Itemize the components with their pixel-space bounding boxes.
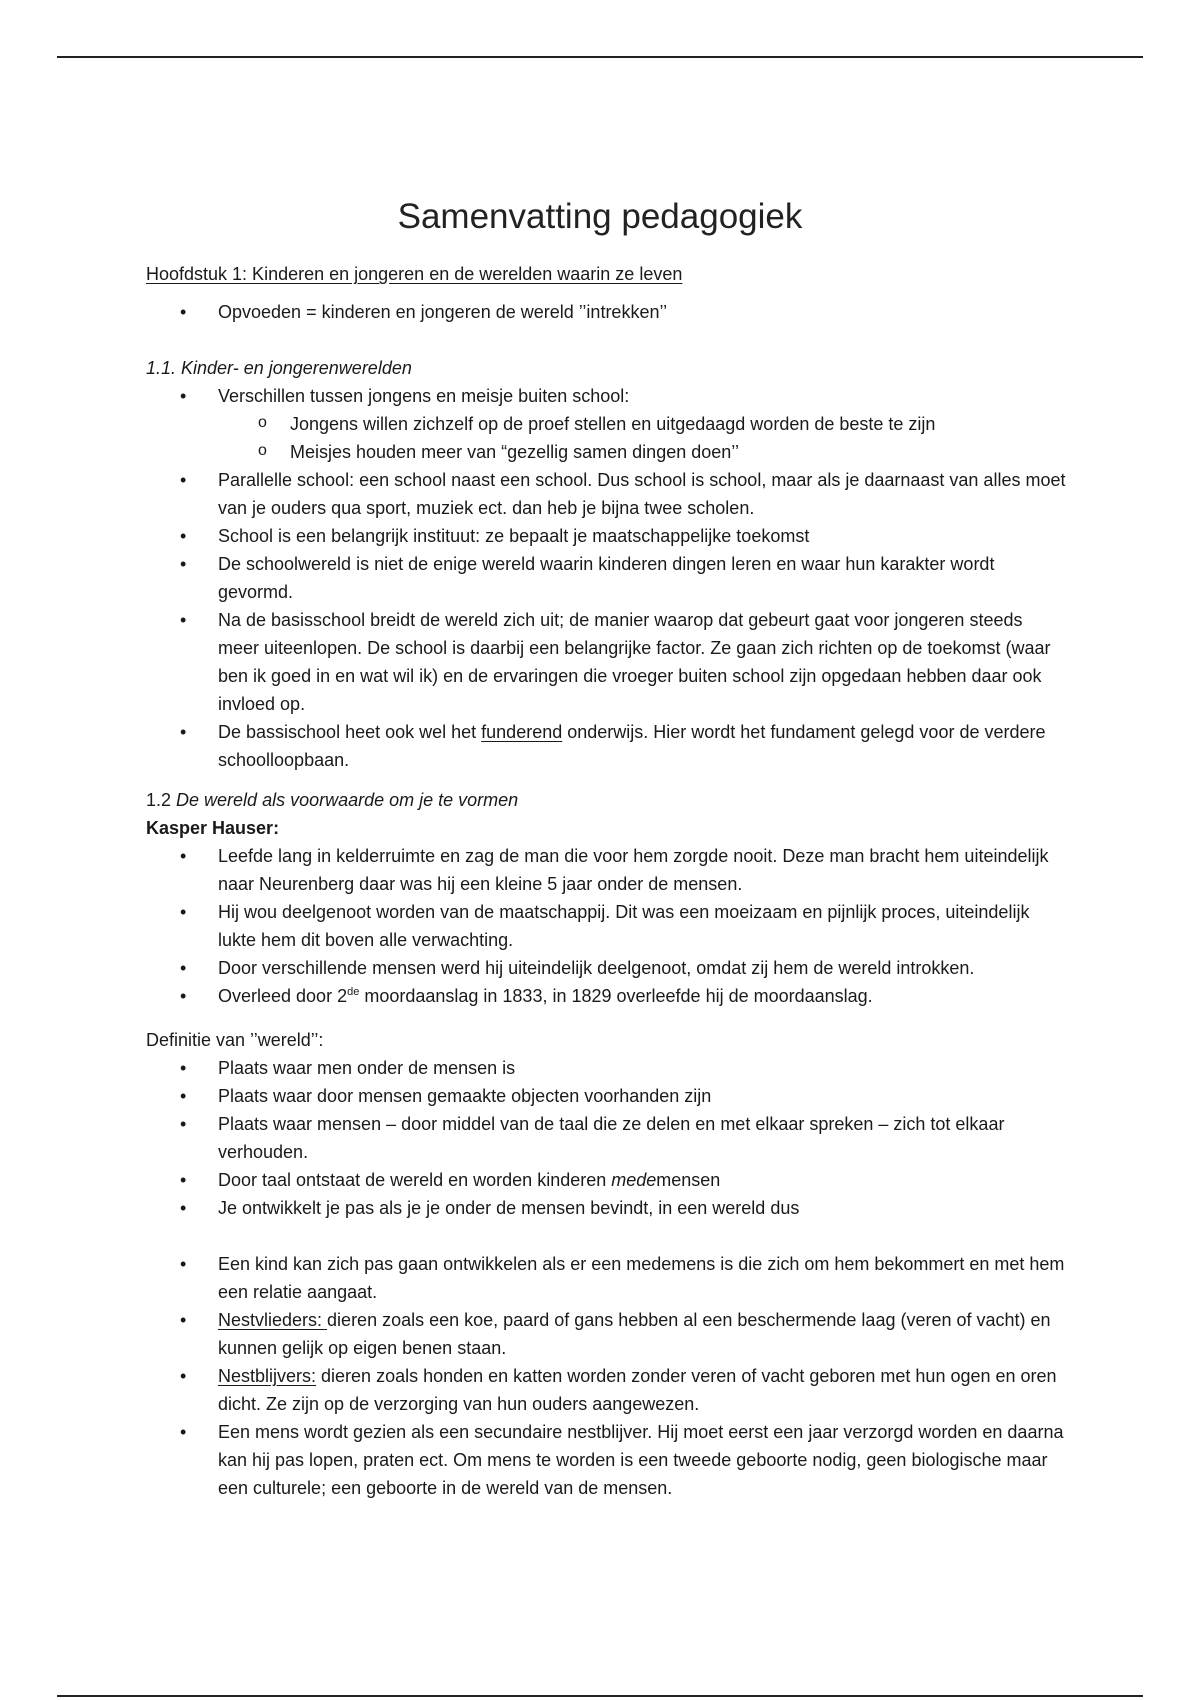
development-list [146, 1250, 1066, 1502]
list-item: • School is een belangrijk instituut: ze bepaalt je maatschappelijke toekomst [146, 522, 1066, 550]
list-item: • Door verschillende mensen werd hij uiteindelijk deelgenoot, omdat zij hem de wereld introkken. [146, 954, 1066, 982]
definition-list [146, 1054, 1066, 1222]
list-item: • Parallelle school: een school naast een school. Dus school is school, maar als je daarnaast van alles moet van je ouders qua sport, muziek ect. dan heb je bijna twee scholen. [146, 466, 1066, 522]
sub-heading-kasper-hauser: Kasper Hauser: [146, 818, 280, 838]
underlined-term: Nestvlieders: [218, 1310, 328, 1330]
sub-list [218, 410, 1066, 466]
top-rule [57, 56, 1143, 58]
list-item: • Door taal ontstaat de wereld en worden kinderen medemensen [146, 1166, 1066, 1194]
list-item: • Opvoeden = kinderen en jongeren de wereld ’’intrekken’’ [146, 298, 1066, 326]
underlined-term: Nestblijvers: [218, 1366, 317, 1386]
intro-list [146, 298, 1066, 326]
list-item: • De schoolwereld is niet de enige wereld waarin kinderen dingen leren en waar hun karakter wordt gevormd. [146, 550, 1066, 606]
list-item: • Plaats waar door mensen gemaakte objecten voorhanden zijn [146, 1082, 1066, 1110]
section-1-1-list [146, 382, 1066, 774]
section-heading-1-2: 1.2 De wereld als voorwaarde om je te vormen [146, 790, 519, 810]
list-item: • Hij wou deelgenoot worden van de maatschappij. Dit was een moeizaam en pijnlijk proces, uiteindelijk lukte hem dit boven alle verwachting. [146, 898, 1066, 954]
list-item: • Plaats waar men onder de mensen is [146, 1054, 1066, 1082]
bottom-rule [57, 1695, 1143, 1697]
document-body [146, 260, 1066, 1502]
underlined-term: funderend [481, 722, 563, 742]
list-item: • Nestblijvers: dieren zoals honden en katten worden zonder veren of vacht geboren met hun ogen en oren dicht. Ze zijn op de verzorging van hun ouders aangewezen. [146, 1362, 1066, 1418]
list-item: • De bassischool heet ook wel het funderend onderwijs. Hier wordt het fundament gelegd voor de verdere schoolloopbaan. [146, 718, 1066, 774]
list-item: • Plaats waar mensen – door middel van de taal die ze delen en met elkaar spreken – zich tot elkaar verhouden. [146, 1110, 1066, 1166]
list-item: • Overleed door 2de moordaanslag in 1833, in 1829 overleefde hij de moordaanslag. [146, 982, 1066, 1010]
list-item: • Een mens wordt gezien als een secundaire nestblijver. Hij moet eerst een jaar verzorgd worden en daarna kan hij pas lopen, praten ect. Om mens te worden is een tweede geboorte nodig, geen biologische maar een culturele; een geboorte in de wereld van de mensen. [146, 1418, 1066, 1502]
list-item: • Een kind kan zich pas gaan ontwikkelen als er een medemens is die zich om hem bekommert en met hem een relatie aangaat. [146, 1250, 1066, 1306]
chapter-heading: Hoofdstuk 1: Kinderen en jongeren en de werelden waarin ze leven [146, 264, 683, 284]
list-item: • Na de basisschool breidt de wereld zich uit; de manier waarop dat gebeurt gaat voor jongeren steeds meer uiteenlopen. De school is daarbij een belangrijke factor. Ze gaan zich richten op de toekomst (waar ben ik goed in en wat wil ik) en de ervaringen die vroeger buiten school zijn opgedaan hebben daar ook invloed op. [146, 606, 1066, 718]
page-title: Samenvatting pedagogiek [397, 197, 803, 237]
list-item: • Je ontwikkelt je pas als je je onder de mensen bevindt, in een wereld dus [146, 1194, 1066, 1222]
sub-list-item: o Meisjes houden meer van “gezellig samen dingen doen’’ [146, 438, 1066, 466]
list-item: • Verschillen tussen jongens en meisje buiten school: o Jongens willen zichzelf op de proef stellen en uitgedaagd worden de beste te zijn o Meisjes houden meer van “gezellig samen dingen doen’’ [146, 382, 1066, 466]
definition-heading: Definitie van ’’wereld’’: [146, 1030, 324, 1050]
sub-list-item: o Jongens willen zichzelf op de proef stellen en uitgedaagd worden de beste te zijn [146, 410, 1066, 438]
section-heading-1-1: 1.1. Kinder- en jongerenwerelden [146, 358, 412, 378]
list-item: • Nestvlieders: dieren zoals een koe, paard of gans hebben al een beschermende laag (veren of vacht) en kunnen gelijk op eigen benen staan. [146, 1306, 1066, 1362]
section-1-2-list [146, 842, 1066, 1010]
list-item: • Leefde lang in kelderruimte en zag de man die voor hem zorgde nooit. Deze man bracht hem uiteindelijk naar Neurenberg daar was hij een kleine 5 jaar onder de mensen. [146, 842, 1066, 898]
